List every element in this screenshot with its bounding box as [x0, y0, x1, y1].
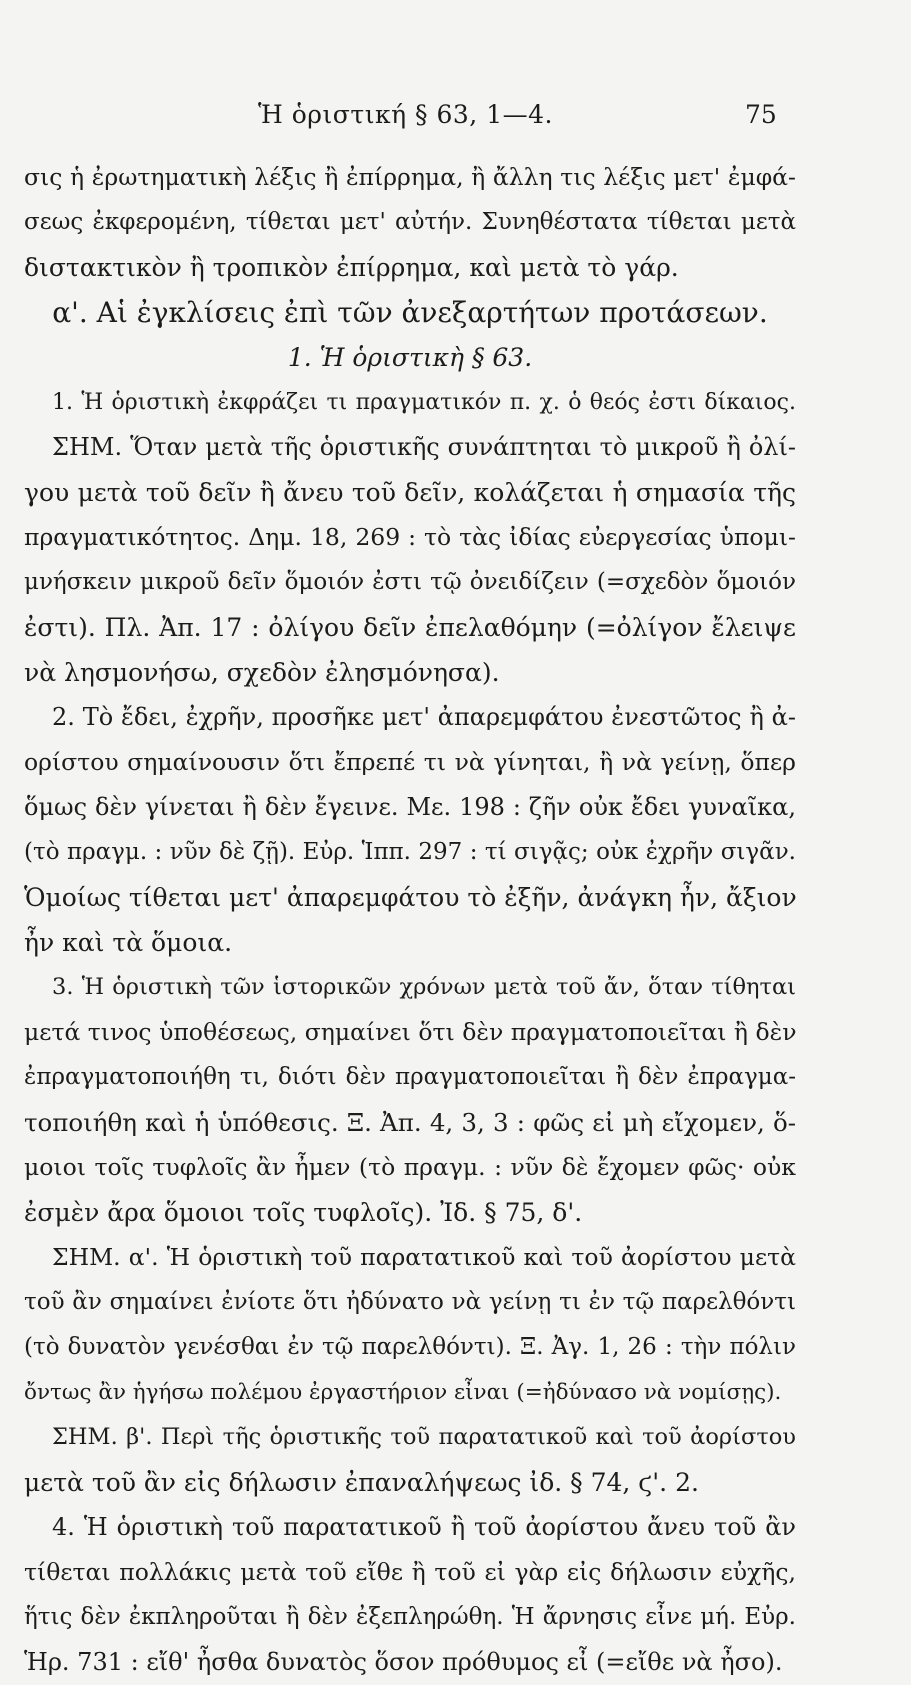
text-line: μοιοι τοῖς τυφλοῖς ἂν ἦμεν (τὸ πραγμ. : νῦν δὲ ἔχομεν φῶς· οὐκ — [24, 1153, 796, 1181]
text-line: ἐστι). Πλ. Ἀπ. 17 : ὀλίγου δεῖν ἐπελαθόμην (=ὀλίγον ἔλειψε — [24, 613, 796, 642]
text-line: μετά τινος ὑποθέσεως, σημαίνει ὅτι δὲν πραγματοποιεῖται ἢ δὲν — [24, 1018, 797, 1046]
running-title: Ἡ ὁριστική § 63, 1—4. — [258, 100, 553, 129]
text-line: 3. Ἡ ὁριστικὴ τῶν ἱστορικῶν χρόνων μετὰ τοῦ ἄν, ὅταν τίθηται — [52, 974, 796, 1000]
text-line: μετὰ τοῦ ἂν εἰς δήλωσιν ἐπαναλήψεως ἰδ. § 74, ϛ'. 2. — [24, 1468, 699, 1497]
text-line: ΣΗΜ. α'. Ἡ ὁριστικὴ τοῦ παρατατικοῦ καὶ τοῦ ἀορίστου μετὰ — [52, 1243, 796, 1271]
text-line: 2. Τὸ ἔδει, ἐχρῆν, προσῆκε μετ' ἀπαρεμφάτου ἐνεστῶτος ἢ ἀ- — [52, 703, 796, 731]
text-line: σεως ἐκφερομένη, τίθεται μετ' αὐτήν. Συνηθέστατα τίθεται μετὰ — [24, 209, 796, 235]
page-header — [0, 100, 911, 136]
page-number: 75 — [745, 100, 777, 129]
text-line: ἥτις δὲν ἐκπληροῦται ἢ δὲν ἐξεπληρώθη. Ἡ ἄρνησις εἶνε μή. Εὐρ. — [24, 1604, 796, 1630]
text-line: ὅμως δὲν γίνεται ἢ δὲν ἔγεινε. Με. 198 : ζῆν οὐκ ἔδει γυναῖκα, — [24, 793, 796, 821]
body-text — [24, 155, 796, 1685]
text-line: τίθεται πολλάκις μετὰ τοῦ εἴθε ἢ τοῦ εἰ γὰρ εἰς δήλωσιν εὐχῆς, — [24, 1558, 796, 1586]
text-line: σις ἡ ἐρωτηματικὴ λέξις ἢ ἐπίρρημα, ἢ ἄλλη τις λέξις μετ' ἐμφά- — [24, 163, 796, 191]
text-line: 1. Ἡ ὁριστικὴ ἐκφράζει τι πραγματικόν π. χ. ὁ θεός ἐστι δίκαιος. — [52, 390, 796, 415]
text-line: τοῦ ἂν σημαίνει ἐνίοτε ὅτι ἠδύνατο νὰ γείνῃ τι ἐν τῷ παρελθόντι — [24, 1289, 796, 1315]
text-line: μνήσκειν μικροῦ δεῖν ὅμοιόν ἐστι τῷ ὀνειδίζειν (=σχεδὸν ὅμοιόν — [24, 569, 796, 595]
section-heading: α'. Αἱ ἐγκλίσεις ἐπὶ τῶν ἀνεξαρτήτων προτάσεων. — [52, 296, 768, 329]
text-line: Ἡρ. 731 : εἴθ' ἦσθα δυνατὸς ὅσον πρόθυμος εἶ (=εἴθε νὰ ἦσο). — [24, 1648, 783, 1676]
text-line: γου μετὰ τοῦ δεῖν ἢ ἄνευ τοῦ δεῖν, κολάζεται ἡ σημασία τῆς — [24, 478, 796, 507]
text-line: ΣΗΜ. β'. Περὶ τῆς ὁριστικῆς τοῦ παρατατικοῦ καὶ τοῦ ἀορίστου — [52, 1424, 796, 1450]
text-line: πραγματικότητος. Δημ. 18, 269 : τὸ τὰς ἰδίας εὐεργεσίας ὑπομι- — [24, 523, 796, 551]
text-line: 4. Ἡ ὁριστικὴ τοῦ παρατατικοῦ ἢ τοῦ ἀορίστου ἄνευ τοῦ ἂν — [52, 1513, 796, 1541]
text-line: ἐσμὲν ἄρα ὅμοιοι τοῖς τυφλοῖς). Ἰδ. § 75, δ'. — [24, 1198, 583, 1227]
text-line: (τὸ πραγμ. : νῦν δὲ ζῇ). Εὐρ. Ἱππ. 297 : τί σιγᾷς; οὐκ ἐχρῆν σιγᾶν. — [24, 839, 796, 865]
text-line: διστακτικὸν ἢ τροπικὸν ἐπίρρημα, καὶ μετὰ τὸ γάρ. — [24, 253, 679, 282]
text-line: ἐπραγματοποιήθη τι, διότι δὲν πραγματοποιεῖται ἢ δὲν ἐπραγμα- — [24, 1064, 796, 1090]
text-line: τοποιήθη καὶ ἡ ὑπόθεσις. Ξ. Ἀπ. 4, 3, 3 : φῶς εἰ μὴ εἴχομεν, ὅ- — [24, 1108, 796, 1137]
text-line: ἦν καὶ τὰ ὅμοια. — [24, 928, 233, 957]
text-line: νὰ λησμονήσω, σχεδὸν ἐλησμόνησα). — [24, 658, 500, 687]
text-line: ΣΗΜ. Ὅταν μετὰ τῆς ὁριστικῆς συνάπτηται τὸ μικροῦ ἢ ὀλί- — [52, 433, 796, 461]
text-line: Ὁμοίως τίθεται μετ' ἀπαρεμφάτου τὸ ἐξῆν, ἀνάγκη ἦν, ἄξιον — [24, 883, 797, 912]
text-line: ὄντως ἂν ἡγήσω πολέμου ἐργαστήριον εἶναι (=ἠδύνασο νὰ νομίσῃς). — [24, 1380, 782, 1405]
text-line: ορίστου σημαίνουσιν ὅτι ἔπρεπέ τι νὰ γίνηται, ἢ νὰ γείνῃ, ὅπερ — [24, 748, 796, 776]
subsection-heading: 1. Ἡ ὁριστικὴ § 63. — [287, 343, 533, 372]
text-line: (τὸ δυνατὸν γενέσθαι ἐν τῷ παρελθόντι). Ξ. Ἀγ. 1, 26 : τὴν πόλιν — [24, 1334, 796, 1360]
